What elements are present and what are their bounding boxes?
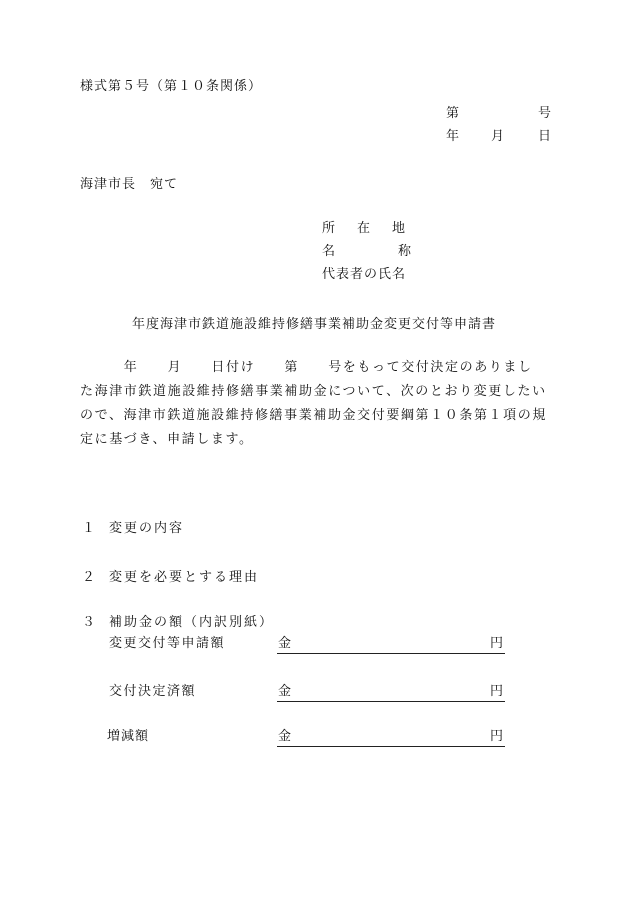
form-number: 様式第５号（第１０条関係） <box>80 79 263 94</box>
amount-unit: 円 <box>489 684 503 699</box>
section-number: ３ <box>82 615 96 630</box>
amount-label-difference: 増減額 <box>107 729 150 744</box>
applicant-name-char-2: 称 <box>398 244 412 259</box>
applicant-representative-label: 代表者の氏名 <box>322 267 407 282</box>
amount-prefix: 金 <box>278 684 292 699</box>
amount-label-change-request: 変更交付等申請額 <box>109 636 226 651</box>
amount-unit: 円 <box>489 729 503 744</box>
section-title-change-content: 変更の内容 <box>109 521 185 536</box>
amount-unit: 円 <box>489 636 503 651</box>
amount-label-decided: 交付決定済額 <box>109 684 197 699</box>
section-number: ２ <box>82 570 96 585</box>
body-line: ので、海津市鉄道施設維持修繕事業補助金交付要綱第１０条第１項の規 <box>80 408 547 423</box>
amount-field-change-request[interactable] <box>277 637 505 654</box>
body-line: 年 月 日付け 第 号をもって交付決定のありまし <box>80 360 533 375</box>
body-line: 定に基づき、申請します。 <box>80 432 254 447</box>
section-number: １ <box>82 521 96 536</box>
section-title-change-reason: 変更を必要とする理由 <box>109 570 260 585</box>
applicant-name-label <box>322 245 411 258</box>
amount-prefix: 金 <box>278 636 292 651</box>
addressee: 海津市長 宛て <box>80 177 179 192</box>
applicant-address-label: 所在地 <box>322 221 428 236</box>
document-number-label: 第 <box>446 106 460 121</box>
date-year-label: 年 <box>446 129 460 144</box>
document-number-suffix: 号 <box>538 106 552 121</box>
date-day-label: 日 <box>538 129 552 144</box>
applicant-name-char-1: 名 <box>322 244 336 259</box>
section-title-subsidy-amount: 補助金の額（内訳別紙） <box>109 615 275 630</box>
body-line: た海津市鉄道施設維持修繕事業補助金について、次のとおり変更したい <box>80 384 547 399</box>
amount-field-difference[interactable] <box>277 730 505 747</box>
amount-prefix: 金 <box>278 729 292 744</box>
date-month-label: 月 <box>491 129 505 144</box>
amount-field-decided[interactable] <box>277 685 505 702</box>
document-title: 年度海津市鉄道施設維持修繕事業補助金変更交付等申請書 <box>132 317 497 332</box>
